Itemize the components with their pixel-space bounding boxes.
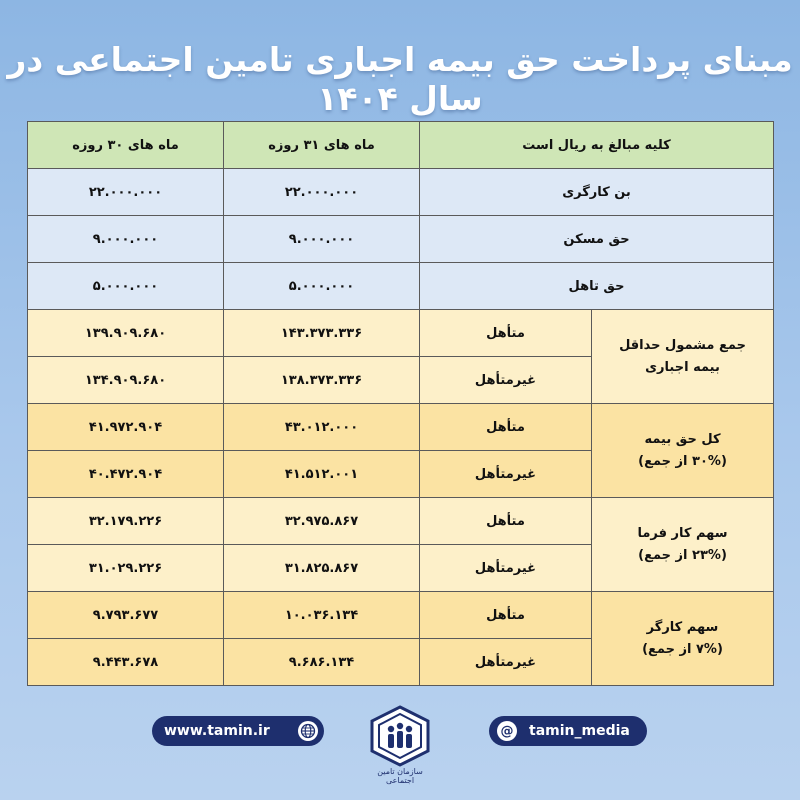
group-label xyxy=(592,404,774,498)
table-row xyxy=(28,263,774,310)
table-row xyxy=(28,216,774,263)
table-row xyxy=(28,592,774,639)
header-30-day: ماه های ۳۰ روزه xyxy=(28,122,224,169)
value-30-day: ۲۲.۰۰۰.۰۰۰ xyxy=(28,169,224,216)
globe-icon-graphic xyxy=(300,723,316,739)
globe-icon xyxy=(298,721,318,741)
table-row xyxy=(28,310,774,357)
marital-status: غیرمتأهل xyxy=(420,639,592,686)
table-row xyxy=(28,498,774,545)
at-sign-icon: @ xyxy=(497,721,517,741)
header-31-day: ماه های ۳۱ روزه xyxy=(224,122,420,169)
marital-status: متأهل xyxy=(420,310,592,357)
value-30-day: ۹.۰۰۰.۰۰۰ xyxy=(28,216,224,263)
value-30-day: ۴۰.۴۷۲.۹۰۴ xyxy=(28,451,224,498)
group-label-line1: سهم کارگر xyxy=(646,619,719,635)
table-header-row xyxy=(28,122,774,169)
value-30-day: ۳۱.۰۲۹.۲۲۶ xyxy=(28,545,224,592)
table-row xyxy=(28,404,774,451)
marital-status: متأهل xyxy=(420,404,592,451)
website-link[interactable] xyxy=(152,716,324,746)
group-label xyxy=(592,498,774,592)
organization-logo xyxy=(365,705,435,795)
value-31-day: ۳۲.۹۷۵.۸۶۷ xyxy=(224,498,420,545)
value-30-day: ۳۲.۱۷۹.۲۲۶ xyxy=(28,498,224,545)
group-label-line2: (۳۰% از جمع) xyxy=(638,453,727,469)
tamin-logo-icon xyxy=(365,705,435,767)
group-label xyxy=(592,310,774,404)
value-30-day: ۱۳۴.۹۰۹.۶۸۰ xyxy=(28,357,224,404)
group-label-line2: بیمه اجباری xyxy=(645,359,720,375)
group-label-line2: (۷% از جمع) xyxy=(642,641,723,657)
page-title: مبنای پرداخت حق بیمه اجباری تامین اجتماعی در سال ۱۴۰۴ xyxy=(7,40,793,118)
value-31-day: ۱۰.۰۳۶.۱۳۴ xyxy=(224,592,420,639)
group-label xyxy=(592,592,774,686)
insurance-table xyxy=(27,121,774,686)
value-31-day: ۵.۰۰۰.۰۰۰ xyxy=(224,263,420,310)
value-30-day: ۴۱.۹۷۲.۹۰۴ xyxy=(28,404,224,451)
value-30-day: ۱۳۹.۹۰۹.۶۸۰ xyxy=(28,310,224,357)
value-31-day: ۴۳.۰۱۲.۰۰۰ xyxy=(224,404,420,451)
value-30-day: ۵.۰۰۰.۰۰۰ xyxy=(28,263,224,310)
group-label-line1: جمع مشمول حداقل xyxy=(619,337,746,353)
header-amounts-note: کلیه مبالغ به ریال است xyxy=(420,122,774,169)
organization-name: سازمان تامین اجتماعی xyxy=(377,767,423,785)
row-label: حق مسکن xyxy=(420,216,774,263)
row-label: بن کارگری xyxy=(420,169,774,216)
website-text: www.tamin.ir xyxy=(164,723,270,739)
value-31-day: ۳۱.۸۲۵.۸۶۷ xyxy=(224,545,420,592)
row-label: حق تاهل xyxy=(420,263,774,310)
value-31-day: ۹.۶۸۶.۱۳۴ xyxy=(224,639,420,686)
group-label-line2: (۲۳% از جمع) xyxy=(638,547,727,563)
marital-status: غیرمتأهل xyxy=(420,545,592,592)
social-handle-text: tamin_media xyxy=(529,723,630,739)
table-row xyxy=(28,169,774,216)
value-31-day: ۲۲.۰۰۰.۰۰۰ xyxy=(224,169,420,216)
marital-status: غیرمتأهل xyxy=(420,451,592,498)
group-label-line1: سهم کار فرما xyxy=(637,525,728,541)
marital-status: متأهل xyxy=(420,592,592,639)
value-31-day: ۱۴۳.۳۷۳.۳۳۶ xyxy=(224,310,420,357)
marital-status: متأهل xyxy=(420,498,592,545)
value-31-day: ۱۳۸.۳۷۳.۳۳۶ xyxy=(224,357,420,404)
group-label-line1: کل حق بیمه xyxy=(644,431,721,447)
marital-status: غیرمتأهل xyxy=(420,357,592,404)
social-handle-link[interactable] xyxy=(489,716,647,746)
value-31-day: ۴۱.۵۱۲.۰۰۱ xyxy=(224,451,420,498)
value-30-day: ۹.۴۴۳.۶۷۸ xyxy=(28,639,224,686)
value-31-day: ۹.۰۰۰.۰۰۰ xyxy=(224,216,420,263)
value-30-day: ۹.۷۹۳.۶۷۷ xyxy=(28,592,224,639)
